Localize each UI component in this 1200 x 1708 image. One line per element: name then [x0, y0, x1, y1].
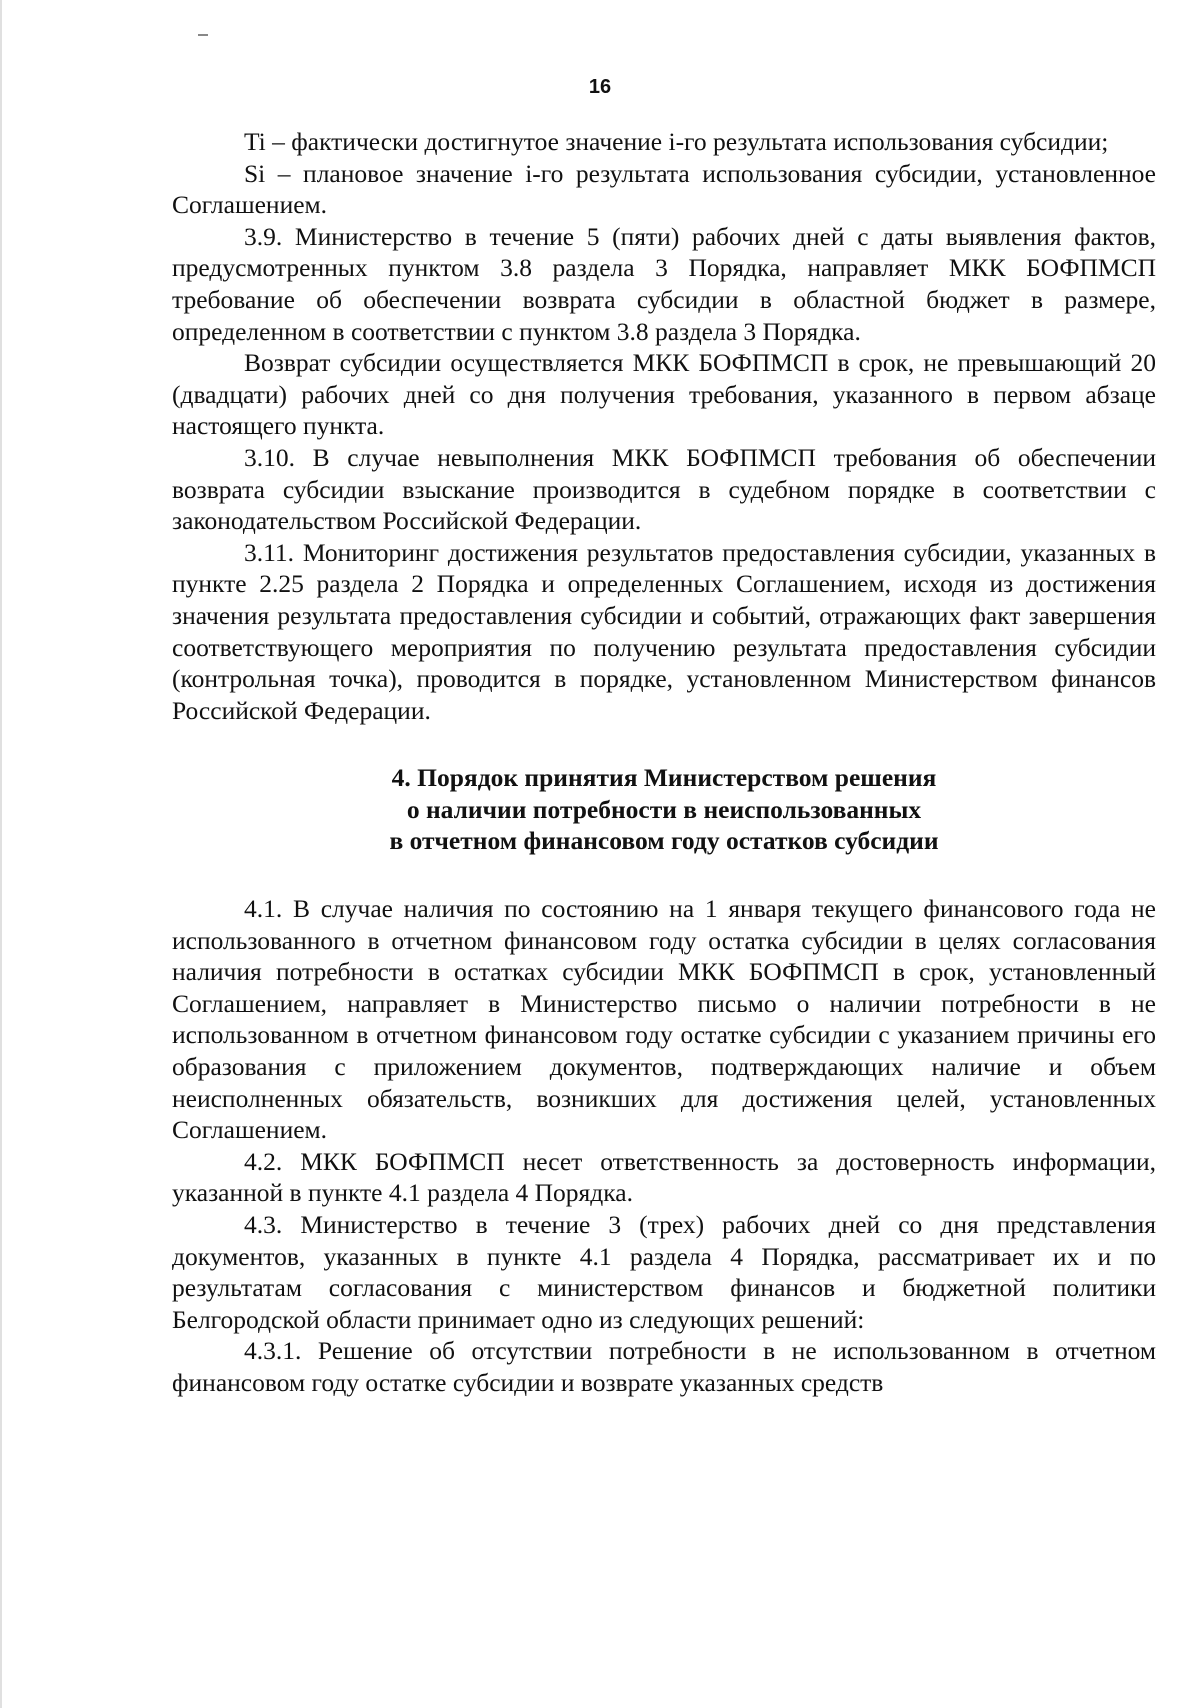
section-heading-line: в отчетном финансовом году остатков субсидии — [389, 826, 939, 856]
document-body — [172, 126, 1156, 1399]
section-heading-line: о наличии потребности в неиспользованных — [406, 794, 922, 824]
page-number: 16 — [588, 76, 612, 98]
paragraph-4-2: 4.2. МКК БОФПМСП несет ответственность за достоверность информации, указанной в пункте 4.1 раздела 4 Порядка. — [172, 1146, 1156, 1208]
paragraph-3-10: 3.10. В случае невыполнения МКК БОФПМСП требования об обеспечении возврата субсидии взыскание производится в судебном порядке в соответствии с законодательством Российской Федерации. — [172, 442, 1156, 536]
scan-edge — [0, 0, 2, 1708]
paragraph-4-3: 4.3. Министерство в течение 3 (трех) рабочих дней со дня представления документов, указанных в пункте 4.1 раздела 4 Порядка, рассматривает их и по результатам согласования с министерством финансов и бюджетной политики Белгородской области принимает одно из следующих решений: — [172, 1210, 1156, 1334]
section-heading — [172, 762, 1156, 857]
paragraph-ti-definition: Ti – фактически достигнутое значение i-го результата использования субсидии; — [244, 127, 1109, 156]
paragraph-3-11: 3.11. Мониторинг достижения результатов предоставления субсидии, указанных в пункте 2.25 раздела 2 Порядка и определенных Соглашением, исходя из достижения значения результата предоставления субсидии и событий, отражающих факт завершения соответствующего мероприятия по получению результата предоставления субсидии (контрольная точка), проводится в порядке, установленном Министерством финансов Российской Федерации. — [172, 537, 1156, 725]
paragraph-3-9-return: Возврат субсидии осуществляется МКК БОФПМСП в срок, не превышающий 20 (двадцати) рабочих дней со дня получения требования, указанного в первом абзаце настоящего пункта. — [172, 348, 1156, 441]
scan-mark — [198, 34, 208, 36]
paragraph-4-3-1: 4.3.1. Решение об отсутствии потребности в не использованном в отчетном финансовом году остатке субсидии и возврате указанных средств — [172, 1336, 1156, 1397]
paragraph-4-1: 4.1. В случае наличия по состоянию на 1 января текущего финансового года не использованного в отчетном финансовом году остатка субсидии в целях согласования наличия потребности в остатках субсидии МКК БОФПМСП в срок, установленный Соглашением, направляет в Министерство письмо о наличии потребности в не использованном в отчетном финансовом году остатке субсидии с указанием причины его образования с приложением документов, подтверждающих наличие и объем неисполненных обязательств, возникших для достижения целей, установленных Соглашением. — [172, 894, 1156, 1145]
paragraph-3-9: 3.9. Министерство в течение 5 (пяти) рабочих дней с даты выявления фактов, предусмотренных пунктом 3.8 раздела 3 Порядка, направляет МКК БОФПМСП требование об обеспечении возврата субсидии в областной бюджет в размере, определенном в соответствии с пунктом 3.8 раздела 3 Порядка. — [172, 221, 1156, 346]
paragraph-si-definition: Si – плановое значение i-го результата использования субсидии, установленное Соглашением. — [172, 158, 1156, 220]
section-heading-line: 4. Порядок принятия Министерством решения — [391, 763, 937, 793]
